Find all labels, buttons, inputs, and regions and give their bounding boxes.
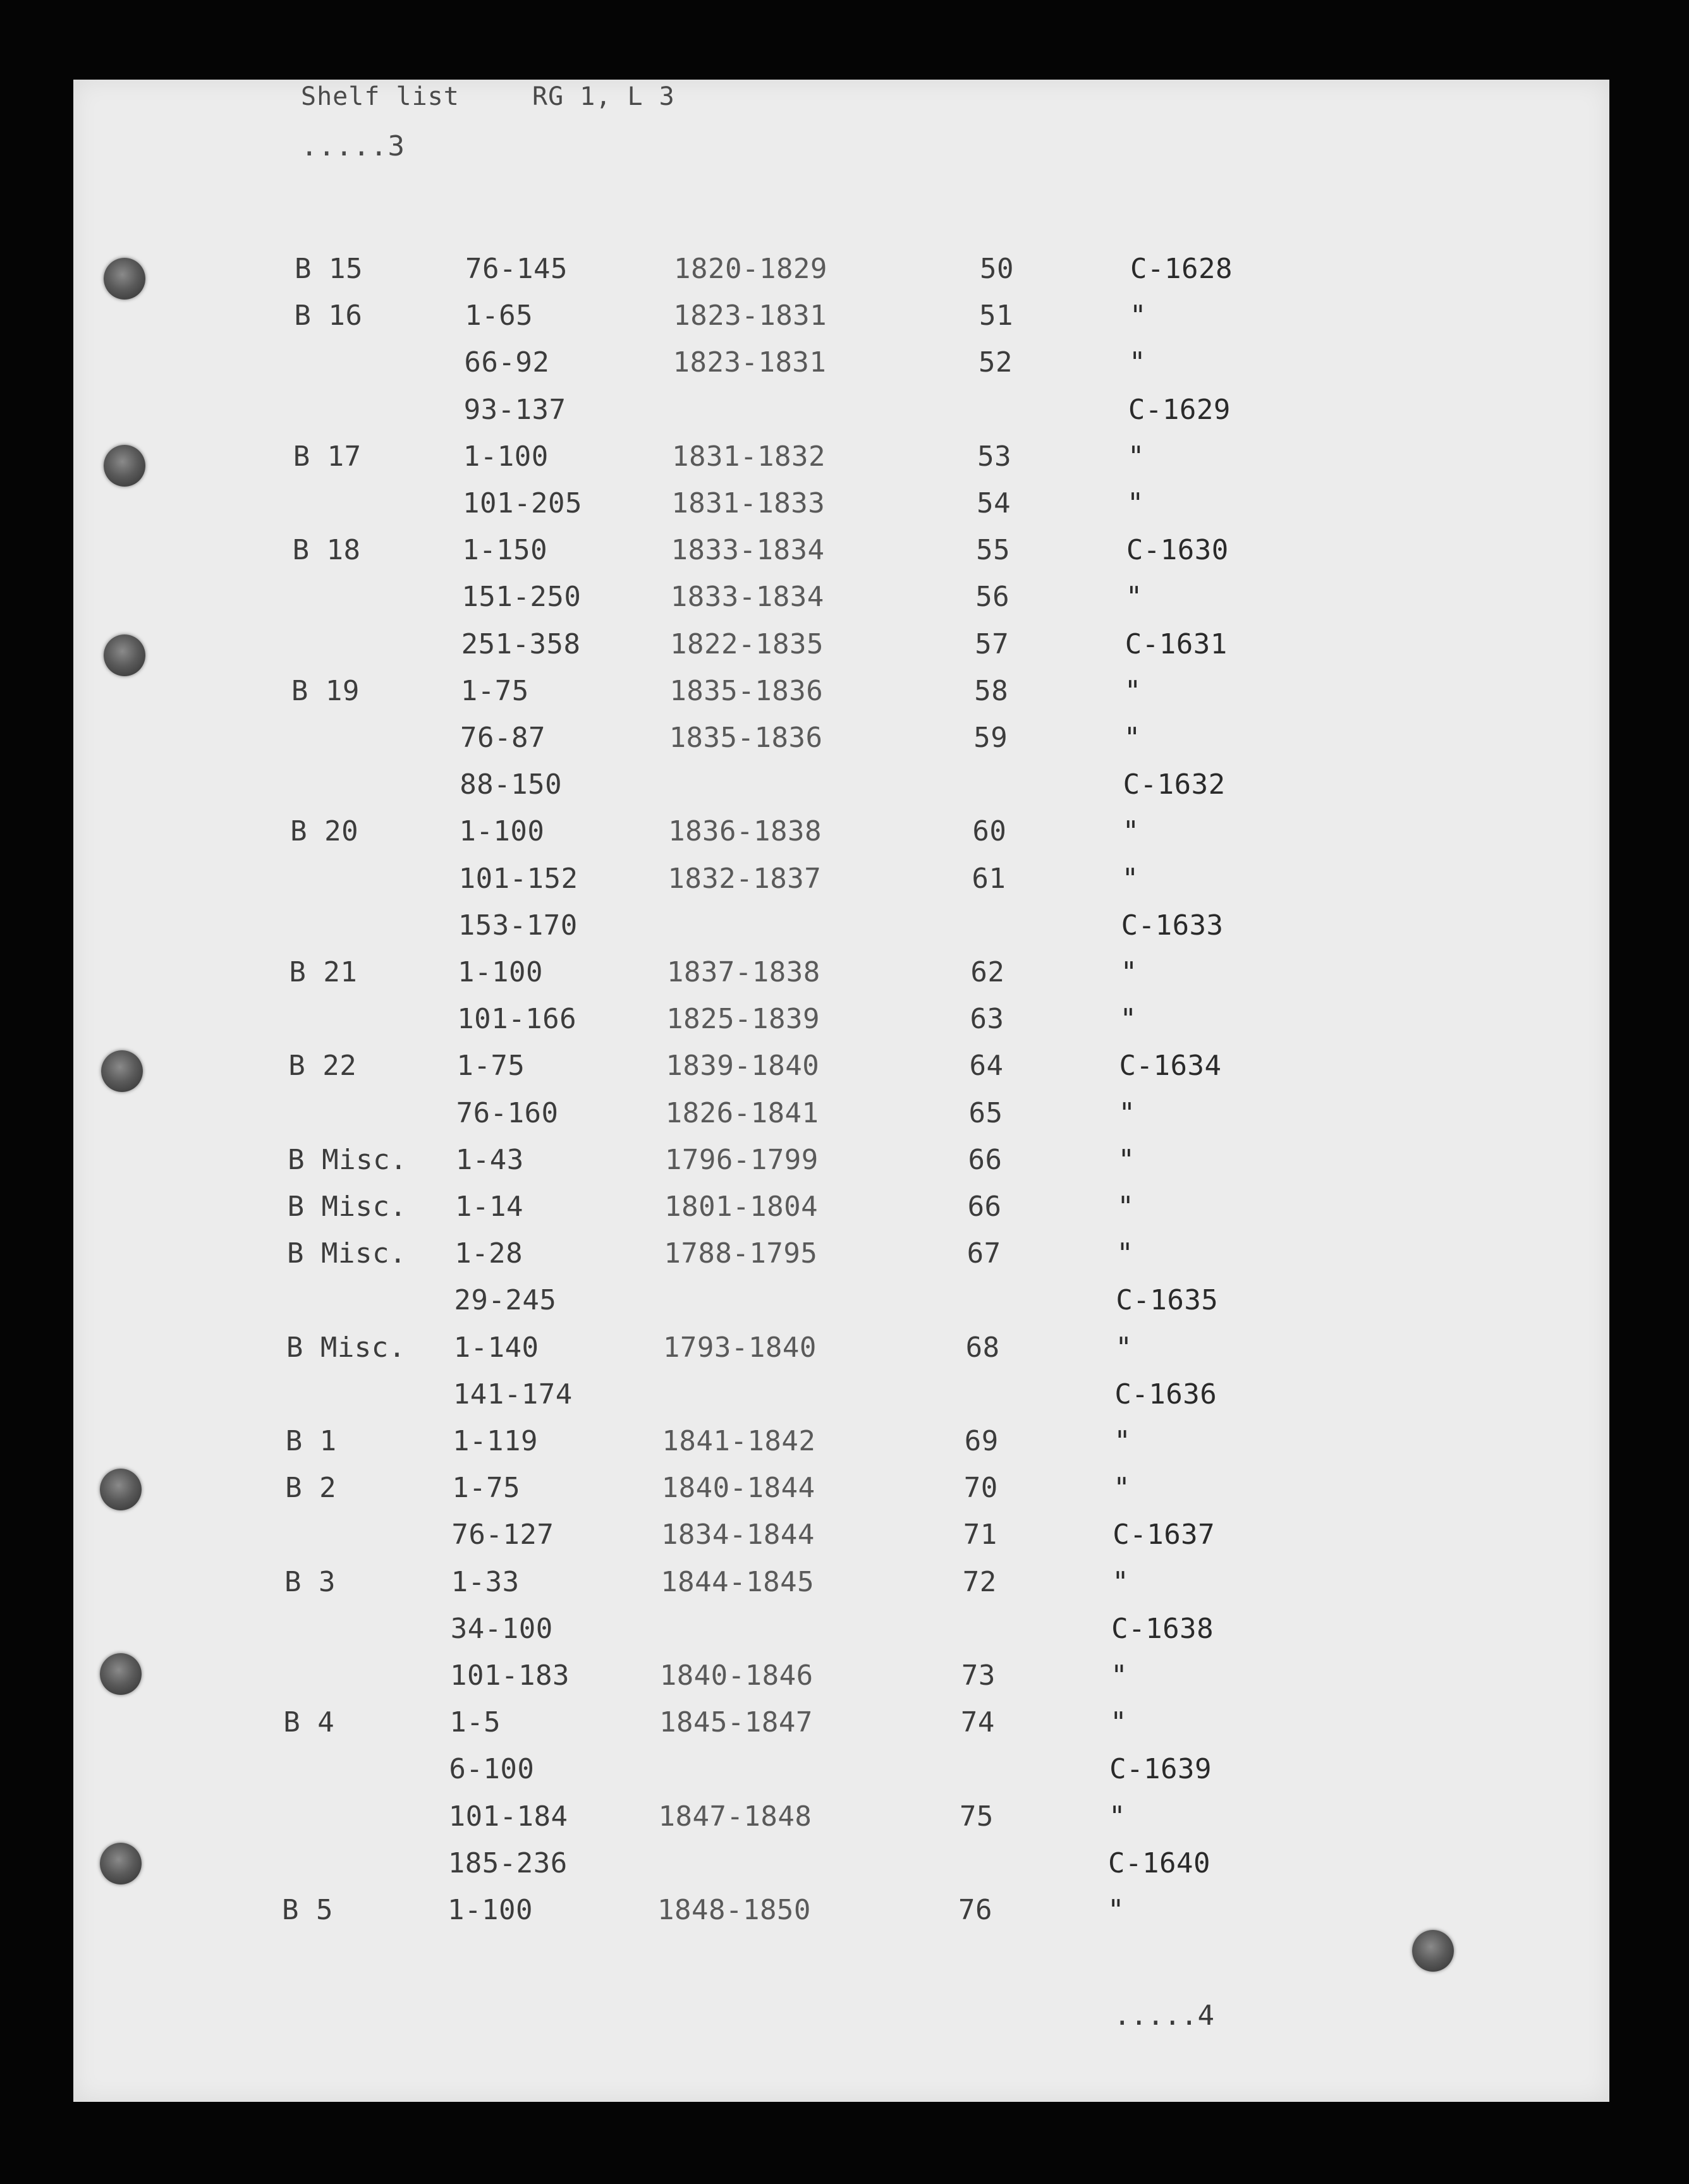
range-cell: 1-100 bbox=[463, 440, 549, 473]
range-cell: 251-358 bbox=[461, 628, 581, 660]
years-cell: 1836-1838 bbox=[668, 815, 822, 848]
roll-cell: " bbox=[1117, 1191, 1135, 1223]
volume-cell: 60 bbox=[972, 815, 1007, 848]
range-cell: 6-100 bbox=[449, 1753, 535, 1786]
range-cell: 141-174 bbox=[453, 1378, 573, 1410]
continuation-marker: .....4 bbox=[1114, 1999, 1214, 2032]
roll-cell: " bbox=[1109, 1800, 1126, 1833]
years-cell: 1837-1838 bbox=[666, 956, 820, 988]
range-cell: 1-65 bbox=[465, 300, 534, 332]
range-cell: 1-28 bbox=[454, 1237, 523, 1270]
box-cell: B Misc. bbox=[286, 1331, 406, 1364]
range-cell: 1-100 bbox=[459, 815, 545, 848]
volume-cell: 73 bbox=[961, 1659, 996, 1692]
years-cell: 1833-1834 bbox=[670, 581, 824, 614]
volume-cell: 75 bbox=[959, 1800, 994, 1833]
volume-cell: 51 bbox=[979, 300, 1013, 332]
range-cell: 76-127 bbox=[451, 1519, 554, 1551]
years-cell: 1831-1833 bbox=[671, 487, 826, 519]
range-cell: 29-245 bbox=[454, 1284, 557, 1317]
volume-cell: 59 bbox=[973, 722, 1008, 754]
range-cell: 1-75 bbox=[456, 1050, 525, 1083]
years-cell: 1832-1837 bbox=[668, 862, 822, 895]
volume-cell: 70 bbox=[963, 1472, 998, 1505]
box-cell: B 20 bbox=[290, 815, 359, 848]
box-cell: B 2 bbox=[285, 1472, 337, 1505]
box-cell: B 17 bbox=[293, 440, 362, 473]
volume-cell: 56 bbox=[975, 581, 1010, 614]
range-cell: 1-100 bbox=[458, 956, 543, 988]
volume-cell: 76 bbox=[958, 1894, 992, 1926]
volume-cell: 65 bbox=[968, 1096, 1003, 1129]
range-cell: 1-33 bbox=[451, 1565, 520, 1598]
range-cell: 101-184 bbox=[448, 1800, 568, 1833]
roll-cell: C-1629 bbox=[1128, 393, 1231, 426]
roll-cell: " bbox=[1116, 1237, 1134, 1270]
roll-cell: " bbox=[1110, 1706, 1128, 1739]
volume-cell: 53 bbox=[977, 440, 1012, 473]
volume-cell: 63 bbox=[970, 1003, 1004, 1036]
range-cell: 1-14 bbox=[455, 1191, 523, 1223]
roll-cell: C-1640 bbox=[1108, 1847, 1210, 1879]
years-cell: 1825-1839 bbox=[666, 1003, 820, 1036]
volume-cell: 55 bbox=[976, 534, 1011, 567]
roll-cell: " bbox=[1124, 674, 1142, 707]
box-cell: B Misc. bbox=[288, 1143, 408, 1176]
range-cell: 101-183 bbox=[450, 1659, 570, 1692]
shelf-list-title: Shelf list bbox=[301, 82, 460, 111]
years-cell: 1823-1831 bbox=[673, 346, 827, 379]
roll-cell: C-1635 bbox=[1116, 1284, 1219, 1317]
box-cell: B 3 bbox=[284, 1565, 336, 1598]
range-cell: 1-140 bbox=[453, 1331, 539, 1364]
roll-cell: " bbox=[1128, 346, 1146, 379]
roll-cell: " bbox=[1127, 440, 1145, 473]
box-cell: B 22 bbox=[288, 1050, 357, 1083]
range-cell: 1-43 bbox=[455, 1143, 524, 1176]
roll-cell: C-1636 bbox=[1114, 1378, 1217, 1410]
box-cell: B 5 bbox=[282, 1894, 333, 1926]
box-cell: B 18 bbox=[292, 534, 361, 567]
range-cell: 101-152 bbox=[458, 862, 578, 895]
box-cell: B 16 bbox=[294, 300, 363, 332]
years-cell: 1793-1840 bbox=[662, 1331, 817, 1364]
roll-cell: C-1639 bbox=[1109, 1753, 1212, 1786]
roll-cell: " bbox=[1111, 1659, 1128, 1692]
roll-cell: " bbox=[1120, 956, 1138, 988]
range-cell: 76-160 bbox=[456, 1096, 559, 1129]
range-cell: 101-205 bbox=[463, 487, 582, 519]
years-cell: 1835-1836 bbox=[669, 722, 823, 754]
years-cell: 1840-1844 bbox=[661, 1472, 815, 1505]
roll-cell: " bbox=[1121, 862, 1139, 895]
roll-cell: " bbox=[1129, 300, 1147, 332]
volume-cell: 68 bbox=[965, 1331, 1000, 1364]
range-cell: 101-166 bbox=[457, 1003, 577, 1036]
roll-cell: " bbox=[1113, 1472, 1131, 1505]
volume-cell: 62 bbox=[970, 956, 1005, 988]
roll-cell: C-1632 bbox=[1123, 768, 1226, 801]
box-cell: B 4 bbox=[283, 1706, 335, 1739]
range-cell: 151-250 bbox=[461, 581, 582, 614]
roll-cell: C-1634 bbox=[1119, 1050, 1222, 1083]
years-cell: 1847-1848 bbox=[658, 1800, 812, 1833]
range-cell: 66-92 bbox=[464, 346, 550, 379]
document-page bbox=[73, 80, 1609, 2102]
volume-cell: 52 bbox=[979, 346, 1013, 379]
volume-cell: 61 bbox=[972, 862, 1006, 895]
volume-cell: 67 bbox=[966, 1237, 1001, 1270]
roll-cell: C-1628 bbox=[1130, 253, 1233, 285]
range-cell: 1-5 bbox=[449, 1706, 501, 1739]
years-cell: 1848-1850 bbox=[657, 1894, 811, 1926]
box-cell: B Misc. bbox=[287, 1237, 406, 1270]
range-cell: 76-87 bbox=[460, 722, 546, 754]
range-cell: 1-150 bbox=[462, 534, 548, 567]
range-cell: 88-150 bbox=[460, 768, 563, 801]
box-cell: B 21 bbox=[289, 956, 358, 988]
volume-cell: 74 bbox=[960, 1706, 995, 1739]
range-cell: 1-119 bbox=[453, 1425, 538, 1457]
roll-cell: " bbox=[1118, 1143, 1135, 1176]
years-cell: 1823-1831 bbox=[673, 300, 827, 332]
years-cell: 1839-1840 bbox=[666, 1050, 820, 1083]
box-cell: B Misc. bbox=[287, 1191, 407, 1223]
range-cell: 93-137 bbox=[463, 393, 566, 426]
volume-cell: 71 bbox=[963, 1519, 997, 1551]
range-cell: 1-75 bbox=[460, 674, 529, 707]
volume-cell: 72 bbox=[962, 1565, 997, 1598]
roll-cell: C-1637 bbox=[1113, 1519, 1216, 1551]
roll-cell: " bbox=[1118, 1096, 1136, 1129]
years-cell: 1844-1845 bbox=[661, 1565, 815, 1598]
volume-cell: 57 bbox=[975, 628, 1009, 660]
page-marker: .....3 bbox=[301, 130, 405, 162]
range-cell: 185-236 bbox=[448, 1847, 568, 1879]
box-cell: B 19 bbox=[291, 674, 360, 707]
volume-cell: 66 bbox=[968, 1143, 1003, 1176]
range-cell: 1-100 bbox=[448, 1894, 533, 1926]
range-cell: 34-100 bbox=[450, 1612, 553, 1645]
years-cell: 1840-1846 bbox=[659, 1659, 814, 1692]
volume-cell: 66 bbox=[967, 1191, 1002, 1223]
years-cell: 1831-1832 bbox=[672, 440, 826, 473]
years-cell: 1788-1795 bbox=[664, 1237, 818, 1270]
roll-cell: " bbox=[1114, 1425, 1131, 1457]
range-cell: 76-145 bbox=[465, 253, 568, 285]
roll-cell: " bbox=[1122, 815, 1140, 848]
range-cell: 153-170 bbox=[458, 909, 578, 942]
volume-cell: 54 bbox=[977, 487, 1011, 519]
years-cell: 1826-1841 bbox=[665, 1096, 819, 1129]
years-cell: 1822-1835 bbox=[670, 628, 824, 660]
volume-cell: 64 bbox=[969, 1050, 1004, 1083]
roll-cell: " bbox=[1115, 1331, 1133, 1364]
years-cell: 1841-1842 bbox=[662, 1425, 816, 1457]
roll-cell: C-1638 bbox=[1111, 1612, 1214, 1645]
roll-cell: " bbox=[1126, 487, 1144, 519]
years-cell: 1845-1847 bbox=[659, 1706, 813, 1739]
years-cell: 1820-1829 bbox=[674, 253, 827, 285]
roll-cell: C-1630 bbox=[1126, 534, 1229, 567]
years-cell: 1796-1799 bbox=[664, 1143, 819, 1176]
record-group-label: RG 1, L 3 bbox=[532, 82, 675, 111]
roll-cell: " bbox=[1119, 1003, 1137, 1036]
years-cell: 1801-1804 bbox=[664, 1191, 819, 1223]
roll-cell: C-1633 bbox=[1121, 909, 1224, 942]
box-cell: B 15 bbox=[295, 253, 363, 285]
years-cell: 1833-1834 bbox=[671, 534, 825, 567]
volume-cell: 58 bbox=[974, 674, 1009, 707]
box-cell: B 1 bbox=[285, 1425, 337, 1457]
roll-cell: C-1631 bbox=[1125, 628, 1228, 660]
roll-cell: " bbox=[1123, 722, 1141, 754]
range-cell: 1-75 bbox=[452, 1472, 521, 1505]
volume-cell: 50 bbox=[980, 253, 1014, 285]
shelf-list-table bbox=[73, 80, 1609, 2102]
volume-cell: 69 bbox=[964, 1425, 999, 1457]
roll-cell: " bbox=[1125, 581, 1143, 614]
years-cell: 1835-1836 bbox=[669, 674, 824, 707]
roll-cell: " bbox=[1112, 1565, 1130, 1598]
years-cell: 1834-1844 bbox=[661, 1519, 815, 1551]
roll-cell: " bbox=[1107, 1894, 1125, 1926]
